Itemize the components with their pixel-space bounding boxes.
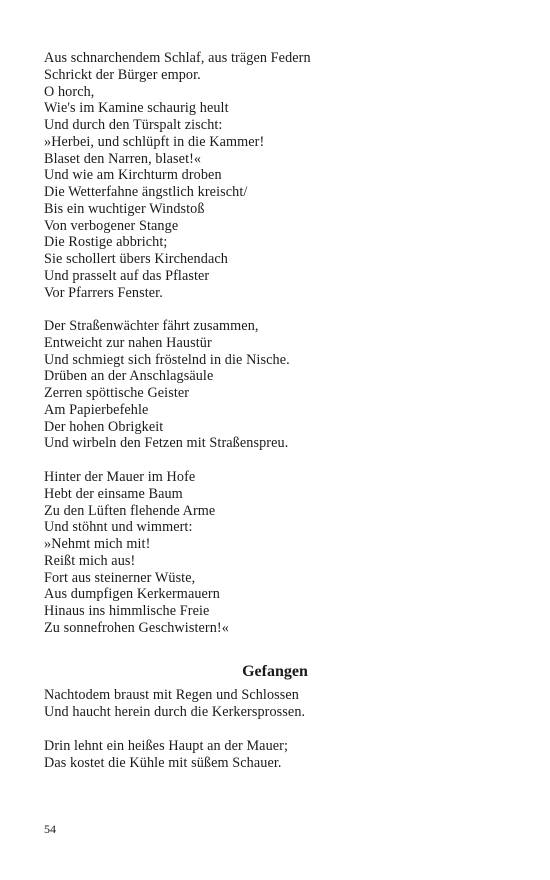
poem-line: Zu den Lüften flehende Arme <box>44 502 216 519</box>
poem-line: Aus dumpfigen Kerkermauern <box>44 586 220 603</box>
poem-line: Zu sonnefrohen Geschwistern!« <box>44 619 229 636</box>
poem-title: Gefangen <box>242 663 308 680</box>
poem-line: Reißt mich aus! <box>44 552 136 569</box>
poem-line: Der Straßenwächter fährt zusammen, <box>44 318 259 334</box>
poem-line: Fort aus steinerner Wüste, <box>44 569 196 586</box>
poem-line: Am Papierbefehle <box>44 401 149 418</box>
poem-line: Vor Pfarrers Fenster. <box>44 284 163 301</box>
poem-stanza-1 <box>44 50 514 301</box>
poem-line: Drin lehnt ein heißes Haupt an der Mauer; <box>44 738 289 754</box>
poem-line: Und durch den Türspalt zischt: <box>44 117 223 133</box>
poem-line: Sie schollert übers Kirchendach <box>44 251 228 267</box>
poem-line: Bis ein wuchtiger Windstoß <box>44 200 205 217</box>
poem-line: Schrickt der Bürger empor. <box>44 66 201 83</box>
poem-line: Nachtodem braust mit Regen und Schlossen <box>44 687 299 703</box>
poem-line: Und wirbeln den Fetzen mit Straßenspreu. <box>44 435 289 452</box>
poem-line: Von verbogener Stange <box>44 217 179 234</box>
poem-line: Und haucht herein durch die Kerkersprossen. <box>44 703 306 720</box>
poem-stanza-3 <box>44 469 514 637</box>
poem-line: Und stöhnt und wimmert: <box>44 519 193 536</box>
poem-line: Aus schnarchendem Schlaf, aus trägen Federn <box>44 50 311 66</box>
page-number: 54 <box>44 822 56 836</box>
poem-line: O horch, <box>44 83 95 100</box>
poem-line: Hinter der Mauer im Hofe <box>44 469 196 485</box>
poem2-stanza-2 <box>44 738 514 772</box>
poem2-stanza-1 <box>44 687 514 721</box>
poem-stanza-2 <box>44 318 514 452</box>
poem-line: Und prasselt auf das Pflaster <box>44 267 210 284</box>
poem-line: Zerren spöttische Geister <box>44 385 190 401</box>
poem-line: Und wie am Kirchturm droben <box>44 167 222 184</box>
poem-line: Der hohen Obrigkeit <box>44 418 164 435</box>
poem-line: Das kostet die Kühle mit süßem Schauer. <box>44 754 282 771</box>
poem-line: Die Wetterfahne ängstlich kreischt/ <box>44 184 248 200</box>
poem-line: Blaset den Narren, blaset!« <box>44 150 202 167</box>
poem-line: Entweicht zur nahen Haustür <box>44 334 212 351</box>
poem-line: »Nehmt mich mit! <box>44 536 151 552</box>
poem-line: Drüben an der Anschlagsäule <box>44 368 214 385</box>
poem-line: Die Rostige abbricht; <box>44 234 168 251</box>
poem-line: »Herbei, und schlüpft in die Kammer! <box>44 133 265 150</box>
poem-line: Hebt der einsame Baum <box>44 485 183 502</box>
poem-line: Hinaus ins himmlische Freie <box>44 603 210 619</box>
poem-line: Und schmiegt sich fröstelnd in die Nische. <box>44 351 290 368</box>
poem-line: Wie's im Kamine schaurig heult <box>44 100 229 117</box>
